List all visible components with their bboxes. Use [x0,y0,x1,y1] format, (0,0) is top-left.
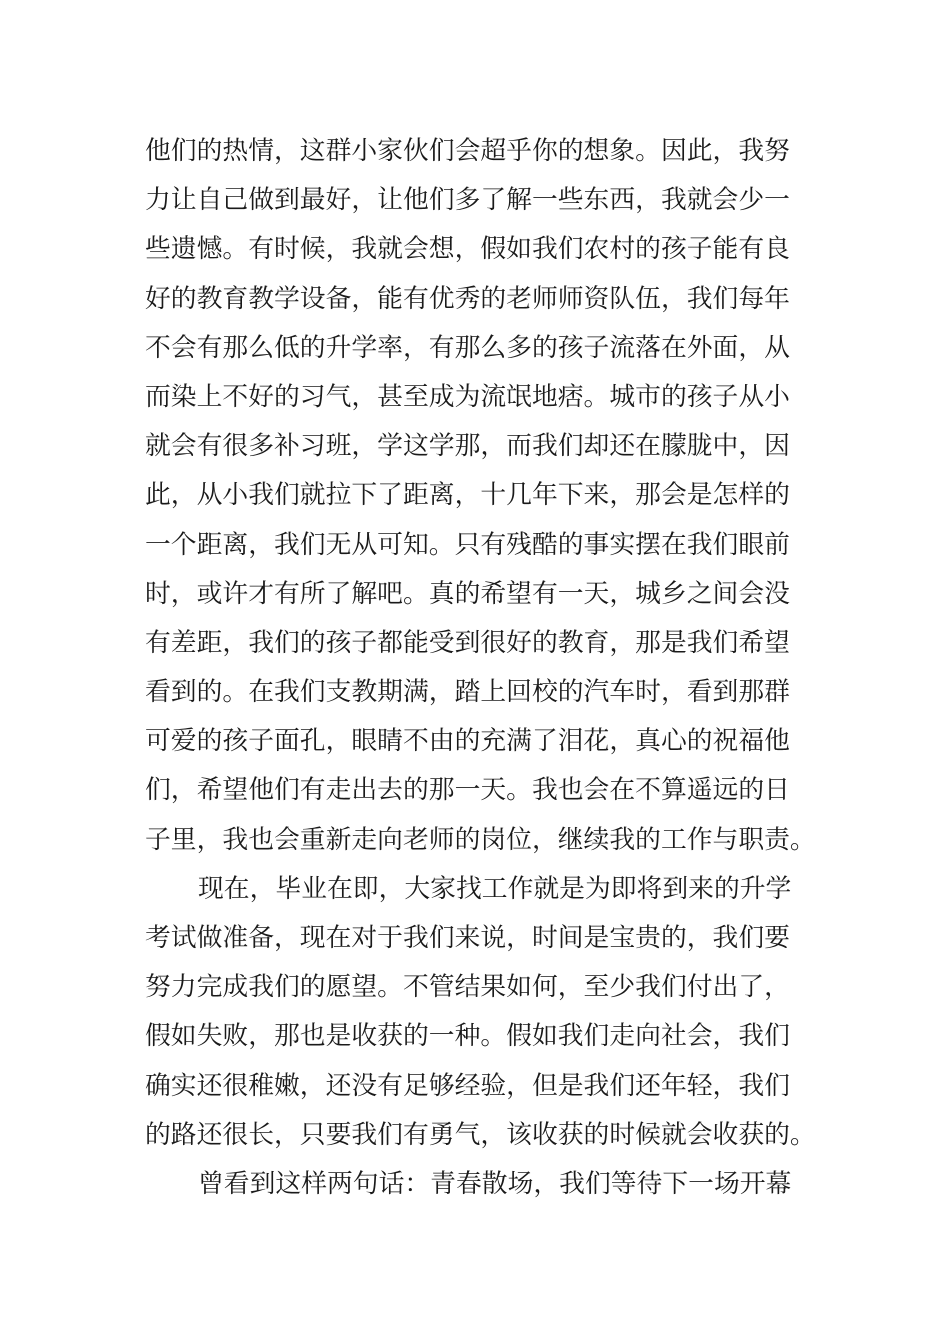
text-line: 确实还很稚嫩，还没有足够经验，但是我们还年轻，我们 [145,1070,790,1101]
text-line: 现在，毕业在即，大家找工作就是为即将到来的升学 [198,873,792,904]
paragraph-2 [145,865,816,1160]
text-line: 子里，我也会重新走向老师的岗位，继续我的工作与职责。 [145,824,816,855]
text-line: 一个距离，我们无从可知。只有残酷的事实摆在我们眼前 [145,529,790,560]
text-line: 考试做准备，现在对于我们来说，时间是宝贵的，我们要 [145,923,790,953]
text-line: 不会有那么低的升学率，有那么多的孩子流落在外面，从 [145,332,790,363]
text-line: 可爱的孩子面孔，眼睛不由的充满了泪花，真心的祝福他 [145,726,790,757]
text-line: 此，从小我们就拉下了距离，十几年下来，那会是怎样的 [145,480,790,511]
text-line: 好的教育教学设备，能有优秀的老师师资队伍，我们每年 [145,283,790,314]
paragraph-3 [145,1160,810,1209]
text-line: 时，或许才有所了解吧。真的希望有一天，城乡之间会没 [145,578,790,609]
document-body [145,127,816,1209]
text-line: 而染上不好的习气，甚至成为流氓地痞。城市的孩子从小 [145,381,790,412]
text-line: 些遗憾。有时候，我就会想，假如我们农村的孩子能有良 [145,234,790,265]
text-line: 他们的热情，这群小家伙们会超乎你的想象。因此，我努 [145,136,790,166]
text-line: 努力完成我们的愿望。不管结果如何，至少我们付出了， [145,972,790,1003]
text-line: 们，希望他们有走出去的那一天。我也会在不算遥远的日 [145,775,790,806]
text-line: 看到的。在我们支教期满，踏上回校的汽车时，看到那群 [145,677,790,708]
paragraph-1 [145,127,816,865]
text-line: 就会有很多补习班，学这学那，而我们却还在朦胧中，因 [145,431,790,462]
text-line: 假如失败，那也是收获的一种。假如我们走向社会，我们 [145,1021,790,1052]
text-line: 有差距，我们的孩子都能受到很好的教育，那是我们希望 [145,627,790,658]
text-line: 的路还很长，只要我们有勇气，该收获的时候就会收获的。 [145,1119,816,1150]
text-line: 曾看到这样两句话：青春散场，我们等待下一场开幕 [198,1168,792,1199]
text-line: 力让自己做到最好，让他们多了解一些东西，我就会少一 [145,185,790,216]
